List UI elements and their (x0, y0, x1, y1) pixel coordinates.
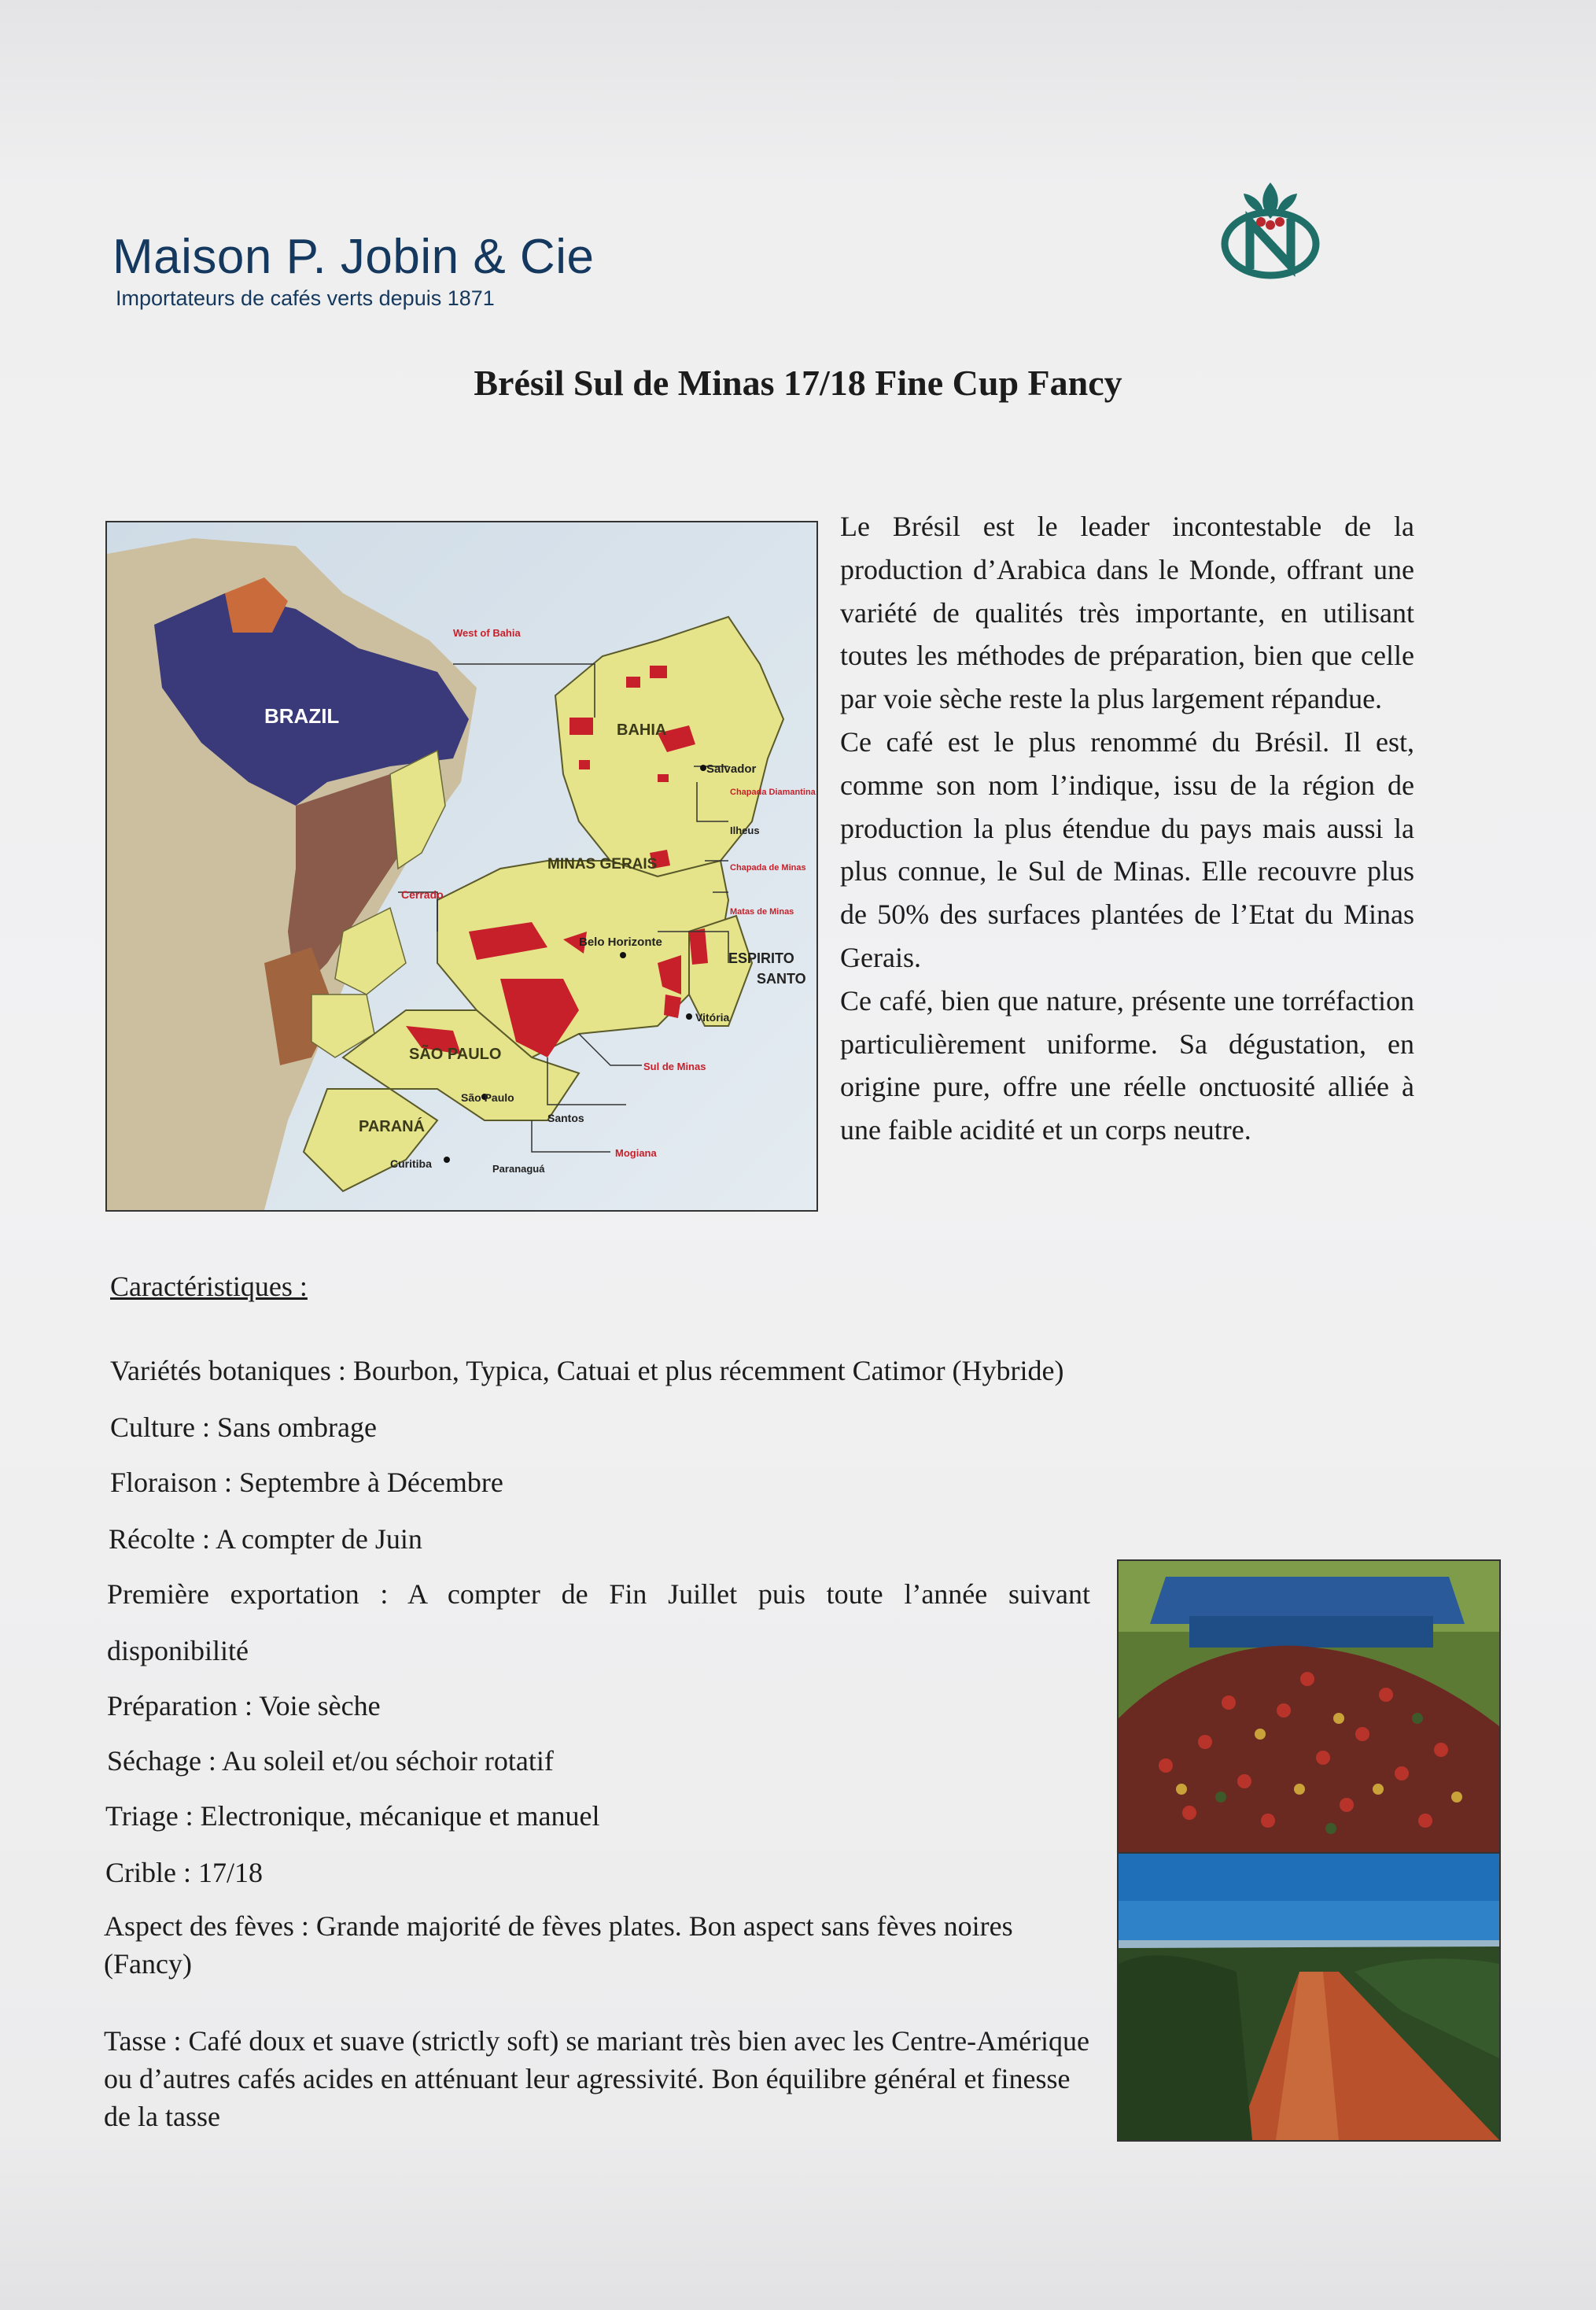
map-label-chapada-diamantina: Chapada Diamantina (730, 788, 816, 797)
map-label-santo: SANTO (757, 971, 806, 987)
coffee-plant-monogram-logo (1215, 175, 1325, 282)
intro-paragraph-3: Ce café, bien que nature, présente une torréfaction particulièrement uniforme. Sa dégustation, en origine pure, offre une réelle onctuosité alliée à une faible acidité et un corps neutre. (840, 984, 1414, 1146)
map-label-salvador: Salvador (706, 762, 757, 776)
map-label-parana: PARANÁ (359, 1118, 426, 1135)
characteristic-export-line-2: disponibilité (107, 1635, 249, 1666)
characteristic-preparation: Préparation : Voie sèche (107, 1690, 381, 1721)
map-label-paranagua: Paranaguá (492, 1163, 545, 1175)
map-label-ilheus: Ilheus (730, 825, 760, 836)
characteristic-aspect: Aspect des fèves : Grande majorité de fèves plates. Bon aspect sans fèves noires (Fancy) (104, 1910, 1013, 1980)
map-label-espirito: ESPIRITO (728, 950, 794, 966)
map-label-chapada-de-minas: Chapada de Minas (730, 863, 806, 873)
map-label-sul-de-minas: Sul de Minas (643, 1061, 706, 1072)
characteristic-sechage: Séchage : Au soleil et/ou séchoir rotatif (107, 1745, 554, 1777)
company-tagline: Importateurs de cafés verts depuis 1871 (116, 286, 495, 310)
map-label-santos: Santos (547, 1112, 584, 1124)
map-label-sao-paulo-state: SÃO PAULO (409, 1046, 502, 1063)
characteristic-recolte: Récolte : A compter de Juin (109, 1523, 422, 1555)
characteristic-varietes: Variétés botaniques : Bourbon, Typica, Catuai et plus récemment Catimor (Hybride) (110, 1355, 1064, 1386)
coffee-plantation-road-photo (1117, 1852, 1501, 2142)
brazil-coffee-regions-map (105, 521, 818, 1212)
map-label-vitoria: Vitória (695, 1011, 730, 1024)
intro-paragraph-2: Ce café est le plus renommé du Brésil. Il est, comme son nom l’indique, issu de la région de production la plus étendue du pays mais aussi la plus connue, le Sul de Minas. Elle recouvre plus de 50% des surfaces plantées de l’Etat du Minas Gerais. (840, 725, 1414, 973)
map-label-belo-horizonte: Belo Horizonte (579, 935, 662, 949)
characteristic-tasse: Tasse : Café doux et suave (strictly soft) se mariant très bien avec les Centre-Amérique ou d’autres cafés acides en atténuant leur agressivité. Bon équilibre général et finesse de la tasse (104, 2025, 1090, 2132)
coffee-cherries-harvest-photo (1117, 1559, 1501, 1854)
map-label-cerrado: Cerrado (401, 888, 444, 901)
document-title: Brésil Sul de Minas 17/18 Fine Cup Fancy (474, 363, 1122, 403)
characteristic-culture: Culture : Sans ombrage (110, 1411, 377, 1443)
characteristic-floraison: Floraison : Septembre à Décembre (110, 1467, 503, 1498)
map-label-west-of-bahia: West of Bahia (453, 627, 521, 639)
characteristic-crible: Crible : 17/18 (105, 1857, 263, 1888)
map-label-brazil: BRAZIL (264, 704, 340, 728)
map-label-minas-gerais: MINAS GERAIS (547, 856, 658, 873)
characteristics-heading: Caractéristiques : (110, 1271, 308, 1302)
company-name: Maison P. Jobin & Cie (112, 230, 595, 284)
characteristic-triage: Triage : Electronique, mécanique et manuel (105, 1800, 600, 1832)
map-label-bahia: BAHIA (617, 721, 667, 739)
intro-text (840, 505, 1414, 1152)
map-label-curitiba: Curitiba (390, 1157, 432, 1170)
characteristic-export-line-1: Première exportation : A compter de Fin Juillet puis toute l’année suivant (107, 1578, 1090, 1610)
intro-paragraph-1: Le Brésil est le leader incontestable de la production d’Arabica dans le Monde, offrant une variété de qualités très importante, en utilisant toutes les méthodes de préparation, bien que celle par voie sèche reste la plus largement répandue. (840, 511, 1414, 715)
map-illustration (107, 522, 816, 1210)
map-label-mogiana: Mogiana (615, 1147, 657, 1159)
company-header (112, 230, 594, 311)
map-label-matas-de-minas: Matas de Minas (730, 907, 794, 917)
map-label-sao-paulo-city: São Paulo (461, 1091, 514, 1104)
